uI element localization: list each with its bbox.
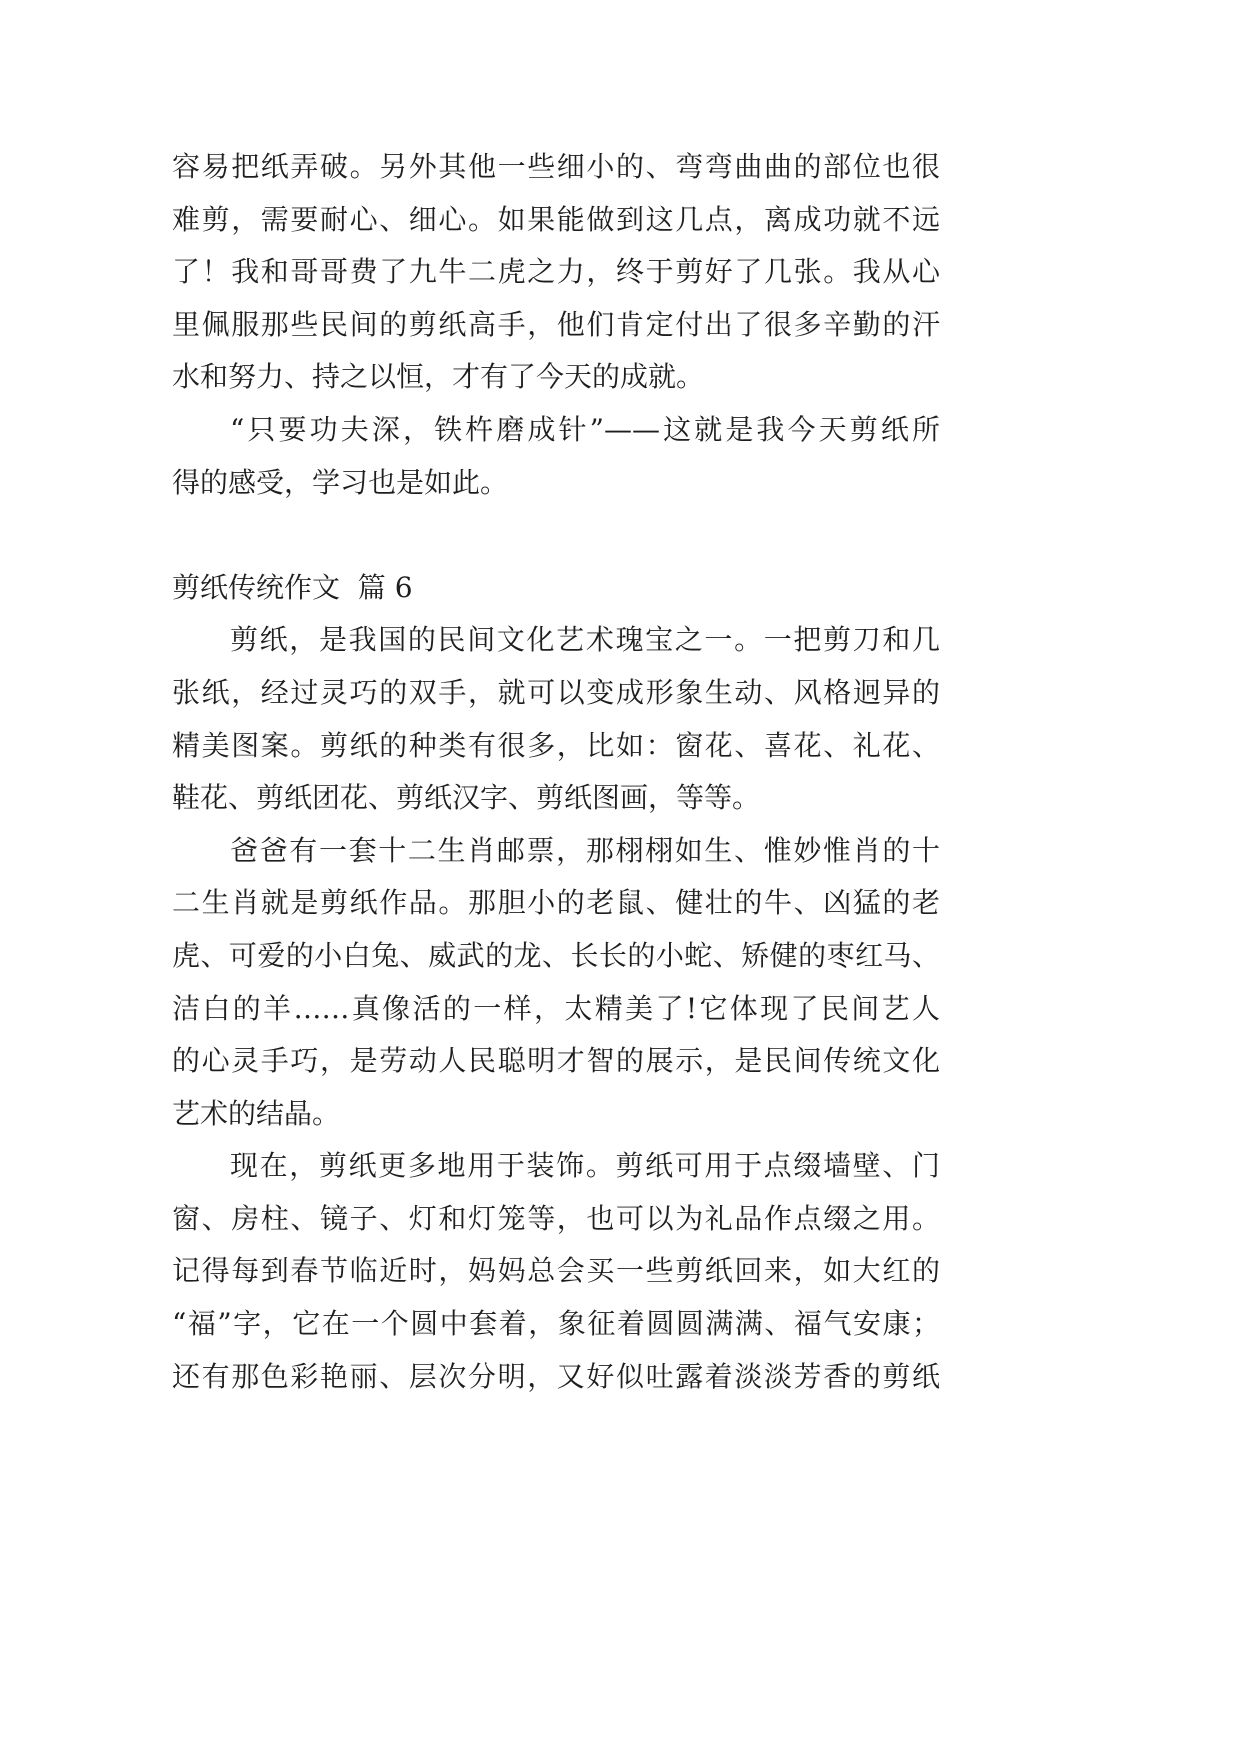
- text-line: 得的感受，学习也是如此。: [172, 465, 509, 499]
- paragraph: [172, 1140, 940, 1403]
- text-line: 虎、可爱的小白兔、威武的龙、长长的小蛇、矫健的枣红马、: [172, 938, 940, 972]
- text-line: “只要功夫深，铁杵磨成针”——这就是我今天剪纸所: [230, 412, 940, 446]
- text-line: 精美图案。剪纸的种类有很多，比如：窗花、喜花、礼花、: [172, 728, 940, 762]
- text-line: 剪纸，是我国的民间文化艺术瑰宝之一。一把剪刀和几: [230, 623, 940, 657]
- text-line: 还有那色彩艳丽、层次分明，又好似吐露着淡淡芳香的剪纸: [172, 1359, 940, 1393]
- paragraph: [172, 141, 940, 404]
- text-line: 记得每到春节临近时，妈妈总会买一些剪纸回来，如大红的: [172, 1254, 940, 1288]
- document-body: [172, 141, 940, 1403]
- text-line: 窗、房柱、镜子、灯和灯笼等，也可以为礼品作点缀之用。: [172, 1201, 940, 1235]
- text-line: 鞋花、剪纸团花、剪纸汉字、剪纸图画，等等。: [172, 781, 761, 815]
- text-line: 水和努力、持之以恒，才有了今天的成就。: [172, 360, 705, 394]
- text-line: 的心灵手巧，是劳动人民聪明才智的展示，是民间传统文化: [172, 1044, 940, 1078]
- text-line: 里佩服那些民间的剪纸高手，他们肯定付出了很多辛勤的汗: [172, 307, 940, 341]
- text-line: 难剪，需要耐心、细心。如果能做到这几点，离成功就不远: [172, 202, 940, 236]
- paragraph: [172, 825, 940, 1141]
- section-heading: 剪纸传统作文 篇 6: [172, 570, 413, 604]
- text-line: 了！我和哥哥费了九牛二虎之力，终于剪好了几张。我从心: [172, 255, 940, 289]
- text-line: 二生肖就是剪纸作品。那胆小的老鼠、健壮的牛、凶猛的老: [172, 886, 940, 920]
- text-line: 洁白的羊……真像活的一样，太精美了!它体现了民间艺人: [172, 991, 940, 1025]
- text-line: 张纸，经过灵巧的双手，就可以变成形象生动、风格迥异的: [172, 675, 940, 709]
- text-line: 容易把纸弄破。另外其他一些细小的、弯弯曲曲的部位也很: [172, 150, 940, 183]
- paragraph: [172, 614, 940, 824]
- text-line: “福”字，它在一个圆中套着，象征着圆圆满满、福气安康；: [172, 1307, 940, 1341]
- paragraph: [172, 404, 940, 509]
- text-line: 爸爸有一套十二生肖邮票，那栩栩如生、惟妙惟肖的十: [230, 833, 940, 867]
- text-line: 艺术的结晶。: [172, 1096, 341, 1130]
- text-line: 现在，剪纸更多地用于装饰。剪纸可用于点缀墙壁、门: [230, 1149, 940, 1183]
